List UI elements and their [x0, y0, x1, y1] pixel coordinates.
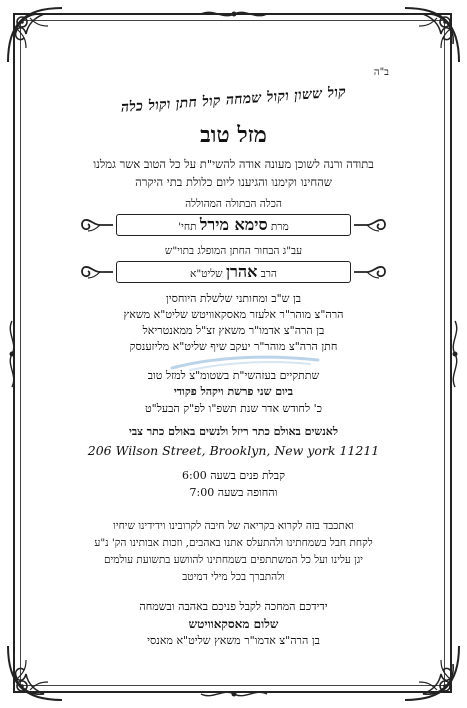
invite-line-2: לקחת חבל בשמחתינו ולהתעלס אתנו באהבים, וזכות אבותינו הק' נ"ע	[94, 537, 373, 549]
swirl-ornament-right	[353, 262, 387, 282]
parents-line-4: חתן הרה"צ מוהר"ר יעקב שיף שליט"א מליזענסק	[129, 340, 338, 353]
headline: קול ששון וקול שמחה קול חתן וקול כלה	[120, 84, 347, 116]
kabbalas-panim-time: קבלת פנים בשעה 6:00	[182, 469, 285, 482]
parents-line-3: בן הרה"צ אדמו"ר משאץ זצ"ל ממאנטריאל	[142, 324, 325, 337]
venue-line: לאנשים באולם כתר ריזל ולנשים באולם כתר צבי	[128, 425, 338, 438]
corner-ornament-bottom-left	[4, 642, 66, 704]
kallah-name-box	[116, 214, 351, 236]
corner-ornament-bottom-right	[401, 642, 463, 704]
signature-name: שלום מאסקאוויטש	[188, 617, 279, 631]
chosson-prefix: הרב	[260, 268, 277, 280]
chosson-name-box	[116, 261, 351, 283]
swirl-ornament-left	[80, 215, 114, 235]
bottom-edge-ornament	[199, 688, 269, 700]
signature-line-3: בן הרה"צ אדמו"ר משאץ שליט"א מאנסי	[147, 634, 320, 647]
chosson-intro: עב"ג הבחור החתן המופלג בתוי"ש	[164, 245, 303, 257]
right-edge-ornament	[449, 319, 461, 389]
parents-line-2: הרה"צ מוהר"ר אלעזר מאסקאוויטש שליט"א משאץ	[123, 308, 344, 321]
corner-ornament-top-right	[401, 4, 463, 66]
chosson-name: אהרן	[225, 262, 258, 281]
swirl-ornament-right	[353, 215, 387, 235]
simcha-date-year: כ' לחודש אדר שנת תשפ"ו לפ"ק הבעל"ט	[145, 402, 322, 415]
invite-line-1: ואתכבד בזה לקרוא בקריאה של חיבה לקרובינו וידידינו שיחיו	[113, 520, 354, 532]
kallah-suffix: תחי'	[178, 221, 197, 233]
intro-line-1: בתודה ורנה לשוכן מעונה אודה להשי"ת על כל הטוב אשר גמלנו	[93, 157, 374, 171]
simcha-line-1: שתתקיים בעזהשי"ת בשטומ"צ למזל טוב	[147, 369, 320, 382]
venue-address: 206 Wilson Street, Brooklyn, New york 11211	[87, 443, 380, 458]
corner-ornament-top-left	[4, 4, 66, 66]
kallah-name: סימא מירל	[199, 215, 268, 234]
intro-line-2: שהחינו וקימנו והגיענו ליום כלולת בתי היקרה	[135, 175, 332, 189]
signature-line-1: ידידכם המחכה לקבל פניכם באהבה ובשמחה	[139, 600, 328, 613]
invite-line-3: יגן עלינו ועל כל המשתתפים בשמחתינו להוושע בתשועת עולמים	[103, 554, 364, 566]
chosson-name-bar	[80, 259, 387, 285]
simcha-date-day: ביום שני פרשת ויקהל פקודי	[173, 385, 294, 398]
invite-line-4: ולהתברך בכל מילי דמיטב	[182, 571, 285, 583]
swirl-ornament-left	[80, 262, 114, 282]
kallah-name-bar	[80, 212, 387, 238]
chuppah-time: והחופה בשעה 7:00	[189, 486, 278, 499]
page-title: מזל טוב	[200, 122, 267, 148]
parents-line-1: בן ש"ב ומחותני שלשלת היוחסין	[165, 292, 302, 305]
kallah-intro: הכלה הבתולה המהוללה	[185, 198, 282, 210]
top-edge-ornament	[199, 8, 269, 20]
chosson-suffix: שליט"א	[190, 268, 223, 280]
left-edge-ornament	[6, 319, 18, 389]
bh-label: ב"ה	[373, 67, 389, 78]
kallah-prefix: מרת	[270, 221, 289, 233]
